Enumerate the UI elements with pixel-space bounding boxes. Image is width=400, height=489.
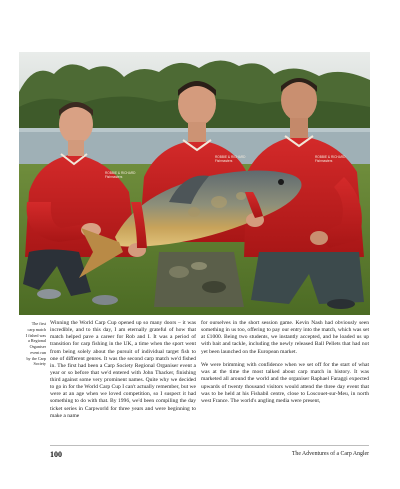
caption-line: a Regional <box>27 338 46 344</box>
caption-line: carp match <box>27 326 46 332</box>
caption-line: The first <box>31 321 46 326</box>
running-title: The Adventures of a Carp Angler <box>291 451 369 457</box>
body-column-left <box>50 320 196 426</box>
body-paragraph: Winning the World Carp Cup opened up so many doors – it was incredible, and to this day, I am eternally grateful of how that match helped pave a career for Rob and I. It was a period of transition for carp fishing in the UK, a time when the sport went from being solely about the pursuit of individual target fish to one of different genres. It was the second carp match we'd fished in. The first had been a Carp Society Regional Organiser event a year or so before that we'd entered with John Thacker, finishing third against some very prominent names. Quite why we decided to go in for the World Carp Cup I can't actually remember, but we were at an age when we loved competition, so I suspect it had something to do with that. By 1996, we'd been compiling the day ticket series in Carpworld for three years and were beginning to make a name <box>50 320 196 419</box>
svg-text:ROBBIE & RICHARDFishmasters: ROBBIE & RICHARD Fishmasters <box>105 171 136 179</box>
body-column-right <box>201 320 369 411</box>
svg-text:ROBBIE & RICHARDFishmasters: ROBBIE & RICHARD Fishmasters <box>215 155 246 163</box>
caption-line: by the Carp <box>26 355 46 361</box>
caption-line: Organiser <box>29 344 46 349</box>
footer-divider <box>50 445 369 446</box>
caption-line: event run <box>30 349 46 355</box>
photo-caption <box>19 321 46 367</box>
body-paragraph: We were brimming with confidence when we set off for the start of what was at the time the most talked about carp match in history. It was marketed all around the world and the organiser Raphael Faraggi expected upwards of twenty thousand visitors would attend the three day event that was to be held at his Fishabil centre, close to Loscouet-sur-Meu, in north west France. The world's angling media were present, <box>201 362 369 404</box>
body-paragraph: for ourselves in the short session game. Kevin Nash had obviously seen something in us too, offering to pay our entry into the match, which was set at £1000. Being two students, we instantly accepted, and he loaded us up with bait and tackle, including the newly released Ball Pellets that had not yet been launched on the European market. <box>201 320 369 355</box>
photo-three-anglers-with-carp <box>19 52 370 315</box>
caption-line: I fished was <box>25 332 46 338</box>
svg-text:ROBBIE & RICHARDFishmasters: ROBBIE & RICHARD Fishmasters <box>315 155 346 163</box>
page-number: 100 <box>50 450 62 459</box>
caption-line: Society <box>33 361 46 367</box>
